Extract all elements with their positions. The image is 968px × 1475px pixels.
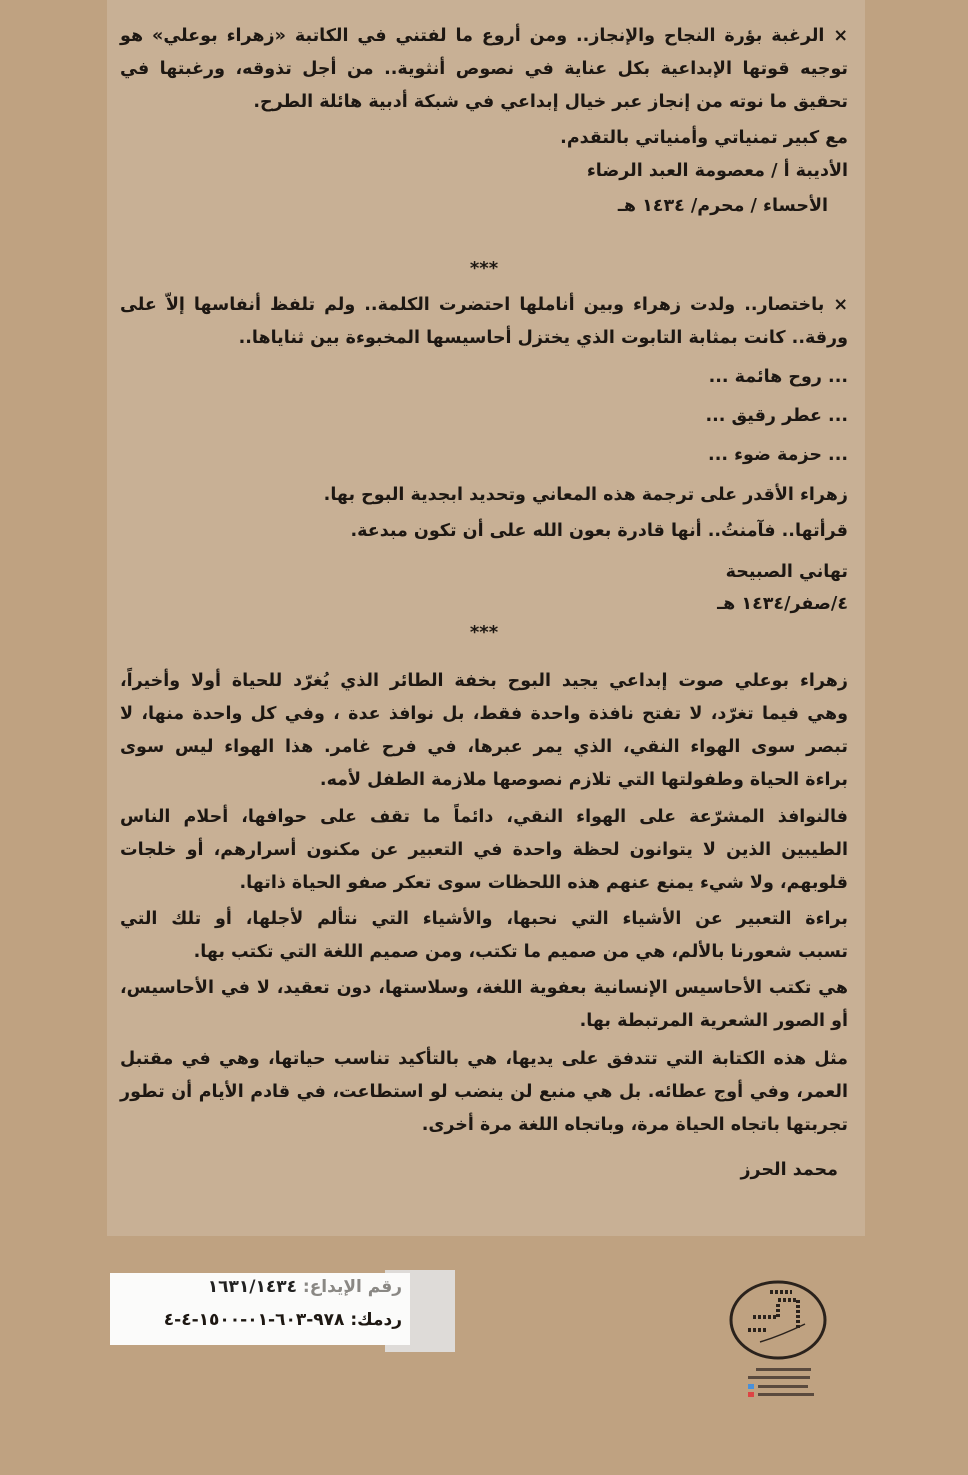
text-line: توجيه قوتها الإبداعية بكل عناية في نصوص أنثوية.. من أجل تذوقه، ورغبتها في [120,59,848,79]
text-line: زهراء الأقدر على ترجمة هذه المعاني وتحديد ابجدية البوح بها. [323,485,848,505]
closing-text: مع كبير تمنياتي وأمنياتي بالتقدم. [560,128,848,148]
deposit-key: رقم الإيداع: [302,1277,402,1297]
place-date: الأحساء / محرم/ ١٤٣٤ هـ [617,196,828,216]
text-line: تحقيق ما نوته من إنجاز عبر خيال إبداعي في شبكة أدبية هائلة الطرح. [253,92,848,112]
date: ٤/صفر/١٤٣٤ هـ [717,594,848,614]
review-2 [120,289,848,621]
review-1 [120,20,848,223]
deposit-number [208,1277,402,1297]
text-line: تسبب شعورنا بالألم، هي من صميم ما تكتب، ومن صميم اللغة التي تكتب بها. [193,942,848,962]
separator: *** [469,258,499,279]
isbn [164,1310,402,1330]
verse: ... روح هائمة ... [708,367,848,387]
deposit-value: ١٦٣١/١٤٣٤ [207,1277,297,1297]
deposit-sticker [110,1273,410,1345]
text-line: مثل هذه الكتابة التي تتدفق على يديها، هي بالتأكيد تناسب حياتها، وهي في مقتبل [120,1049,848,1069]
text-line: قلوبهم، ولا شيء يمنع عنهم هذه اللحظات سوى تعكر صفو الحياة ذاتها. [239,873,848,893]
isbn-key: ردمك: [350,1310,402,1330]
verse: ... عطر رقيق ... [705,406,848,426]
text-line: الطيبين الذين لا يتوانون لحظة واحدة في التعبير عن مكنون أسرارهم، أو خلجات [120,840,848,860]
text-line: زهراء بوعلي صوت إبداعي يجيد البوح بخفة الطائر الذي يُغرّد للحياة أولا وأخيراً، [120,671,848,691]
text-line: فالنوافذ المشرّعة على الهواء النقي، دائماً ما تقف على حوافها، أحلام الناس [120,807,848,827]
review-3 [120,664,848,1186]
separator: *** [469,622,499,643]
text-line: تبصر سوى الهواء النقي، الذي يمر عبرها، في فرح غامر. هذا الهواء ليس سوى [120,737,848,757]
text-line: وهي فيما تغرّد، لا تفتح نافذة واحدة فقط، بل نوافذ عدة ، وفي كل واحدة منها، لا [120,704,848,724]
text-line: × الرغبة بؤرة النجاح والإنجاز.. ومن أروع ما لفتني في الكاتبة «زهراء بوعلي» هو [120,26,848,46]
author-name: الأديبة أ / معصومة العبد الرضاء [586,161,848,181]
text-line: العمر، وفي أوج عطائه. بل هي منبع لن ينضب لو استطاعت، في قادم الأيام أن تطور [120,1082,848,1102]
text-line: براءة التعبير عن الأشياء التي نحبها، والأشياء التي نتألم لأجلها، أو تلك التي [120,909,848,929]
text-line: أو الصور الشعرية المرتبطة بها. [579,1011,848,1031]
author-name: محمد الحرز [740,1160,838,1180]
isbn-value: ٩٧٨-٦٠٣-٠١-١٥٠٠-٤-٤ [163,1310,345,1330]
text-line: × باختصار.. ولدت زهراء وبين أناملها احتضرت الكلمة.. ولم تلفظ أنفاسها إلاّ على [120,295,848,315]
text-line: ورقة.. كانت بمثابة التابوت الذي يختزل أحاسيسها المخبوءة بين ثناياها.. [238,328,848,348]
text-line: براءة الحياة وطفولتها التي تلازم نصوصها ملازمة الطفل لأمه. [319,770,848,790]
text-line: هي تكتب الأحاسيس الإنسانية بعفوية اللغة، وسلاستها، دون تعقيد، لا في الأحاسيس، [120,978,848,998]
verse: ... حزمة ضوء ... [708,445,848,465]
text-line: تجربتها باتجاه الحياة مرة، وباتجاه اللغة مرة أخرى. [421,1115,848,1135]
publisher-logo-icon [718,1272,848,1402]
text-line: قرأتها.. فآمنتُ.. أنها قادرة بعون الله على أن تكون مبدعة. [350,521,848,541]
author-name: تهاني الصبيحة [725,562,848,582]
